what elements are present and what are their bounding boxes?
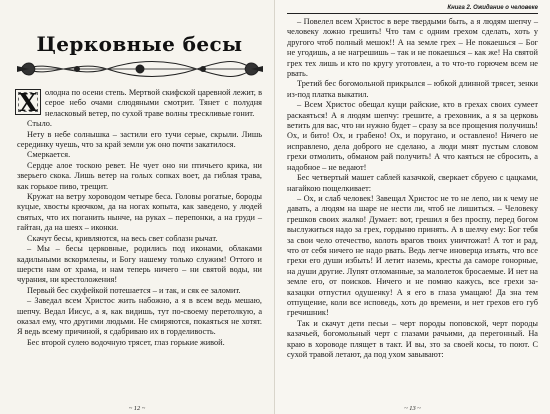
paragraph: Нету в небе солнышка – застили его тучи серые, скрыли. Лишь серединку чуешь, что за край земли уж оно почти закатилося. xyxy=(17,129,262,150)
paragraph: – Мы – бесы церковные, родились под иконами, облаками кадильными вскормлены, и Богу нашему только служим! Оттого и шерсти нам от храма, и нам теперь ничего – ни святой воды, ни чурания, ни крестоложения! xyxy=(17,244,262,285)
paragraph: Первый бес скуфейкой потешается – и так, и сяк ее заломит. xyxy=(27,285,241,295)
paragraph: – Ох, и слаб человек! Завещал Христос не то не лепо, ни к чему не давать, а людям на шаре не нести ли, чтоб не лишиться. – Человеку грешков своих жалко! Думает: вот, грешил я без проспу, перед богом выслужиться надо за грех, гордыню принять. А в шелчу ему: Бог тебя за свои чело отечество, колоть врагов твоих уничтожат! А тот и рад, что от себя ничего не надо рвать. Ведь легче иноверца изъять, что все грехи его души избыть! И летит наземь, кресты да саморе гонорные, на души другие. Лупят отломанные, за малолеток бросаемые. И нет на земле его, от поисков. Ничего и не помню кажусь, все грехи за-казацки отпустил одушенку! А я его в глаза умащаю! Да зна тем отпущение, коли все исповедь, хоть до времени, и нет грехов его губ гречишник! xyxy=(287,193,538,318)
paragraph: Третий бес богомольной прикрылся – юбкой длинной трясет, зенки из-под платка выкатил. xyxy=(287,79,538,99)
paragraph: Так и скачут дети песьи – черт породы поповской, черт породы казачьей, богомольный черт с глазами рачьими, да перегонный. На краю в хороводе плящет в такт. И вы, зто за своей косы, то поют. С сухой травой летают, да под ухом завывают: xyxy=(287,318,538,359)
opening-paragraph xyxy=(17,88,262,119)
paragraph: – Повелел всем Христос в вере твердыми быть, а я людям шепчу – человеку ложно грешить! Что там с одним грехом сделать, хоть у другого чтоб полный мешок!! А на земле грех – Не покаешься – Бог не угодишь, а не нагрешишь – так и не покаешься – как же! На святой грех тех лишь и кто по кругу уготовлен, а то что-то горючем всем не рвать. xyxy=(287,17,538,79)
paragraph: Скачут бесы, кривляются, на весь свет соблазн рычат. xyxy=(27,233,218,243)
paragraph: – Заведал всем Христос жить набожно, а я в всем ведь мешаю, шепчу. Ведал Иисус, а я, как видишь, тут по-своему перетолкую, а оказал ему, что другими людьми. Не смиряются, покаяться не хотят. Я ведь всему причиной, я сдабриваю их в горделивость. xyxy=(17,296,262,337)
paragraph: Бес второй сулею водочную трясет, глаз горькие живой. xyxy=(27,337,225,347)
paragraph: Стыло. xyxy=(27,119,52,129)
paragraph: Сердце алое тоскою ревет. Не чует оно ни птичьего крика, ни зверьего скока. Лишь ветер на голых сопках воет, да гиблая трава, как горькое пиво, трещит. xyxy=(17,160,262,191)
chapter-title: Церковные бесы xyxy=(36,32,243,56)
paragraph: – Всем Христос обещал кущи райские, кто в грехах своих сумеет раскаяться! А я людям шепчу: грешите, а греховник, а я за церковь ветить для вас, что ни нужно будет – сразу за все прощения получишь! Ох, и бито! Ох, и грабено! Ох, и поругано, и оставлено! Ничего не исправлено, дела доброго не сделано, а люди мнят пустым словом грехи отмолить, обманом рай получить! А что каяться не сбросить, а надобное – не ведают! xyxy=(287,100,538,172)
page-number-right: ~ 13 ~ xyxy=(404,405,421,412)
paragraph: Кружат на ветру хороводом четыре беса. Головы рогатые, бороды куцые, хвосты крючком, да на ногах копыта, как заведено, у людей святых, что их поганить нынче, на руках – перепонки, а на груди – гайтан, да на шеях – иконки. xyxy=(17,192,262,233)
paragraph: Смеркается. xyxy=(27,150,71,160)
chapter-header xyxy=(17,26,262,82)
ornament-divider-icon xyxy=(17,57,263,81)
right-page xyxy=(275,0,550,414)
paragraph: олодна по осени степь. Мертвой скифской царевной лежит, в серое небо очами слюдяными смотрит. Тянет с полудня неласковый ветер, по сухой траве волны трескливые гонит. xyxy=(45,88,262,118)
paragraph: Бес четвертый машет саблей казачкой, сверкает сбруею с цацками, нагайкою пощелкивает: xyxy=(287,173,538,193)
page-number-left: ~ 12 ~ xyxy=(128,405,146,412)
dropcap-letter: Х xyxy=(15,89,41,115)
running-header: Книга 2. Ожидание о человеке xyxy=(287,5,538,14)
